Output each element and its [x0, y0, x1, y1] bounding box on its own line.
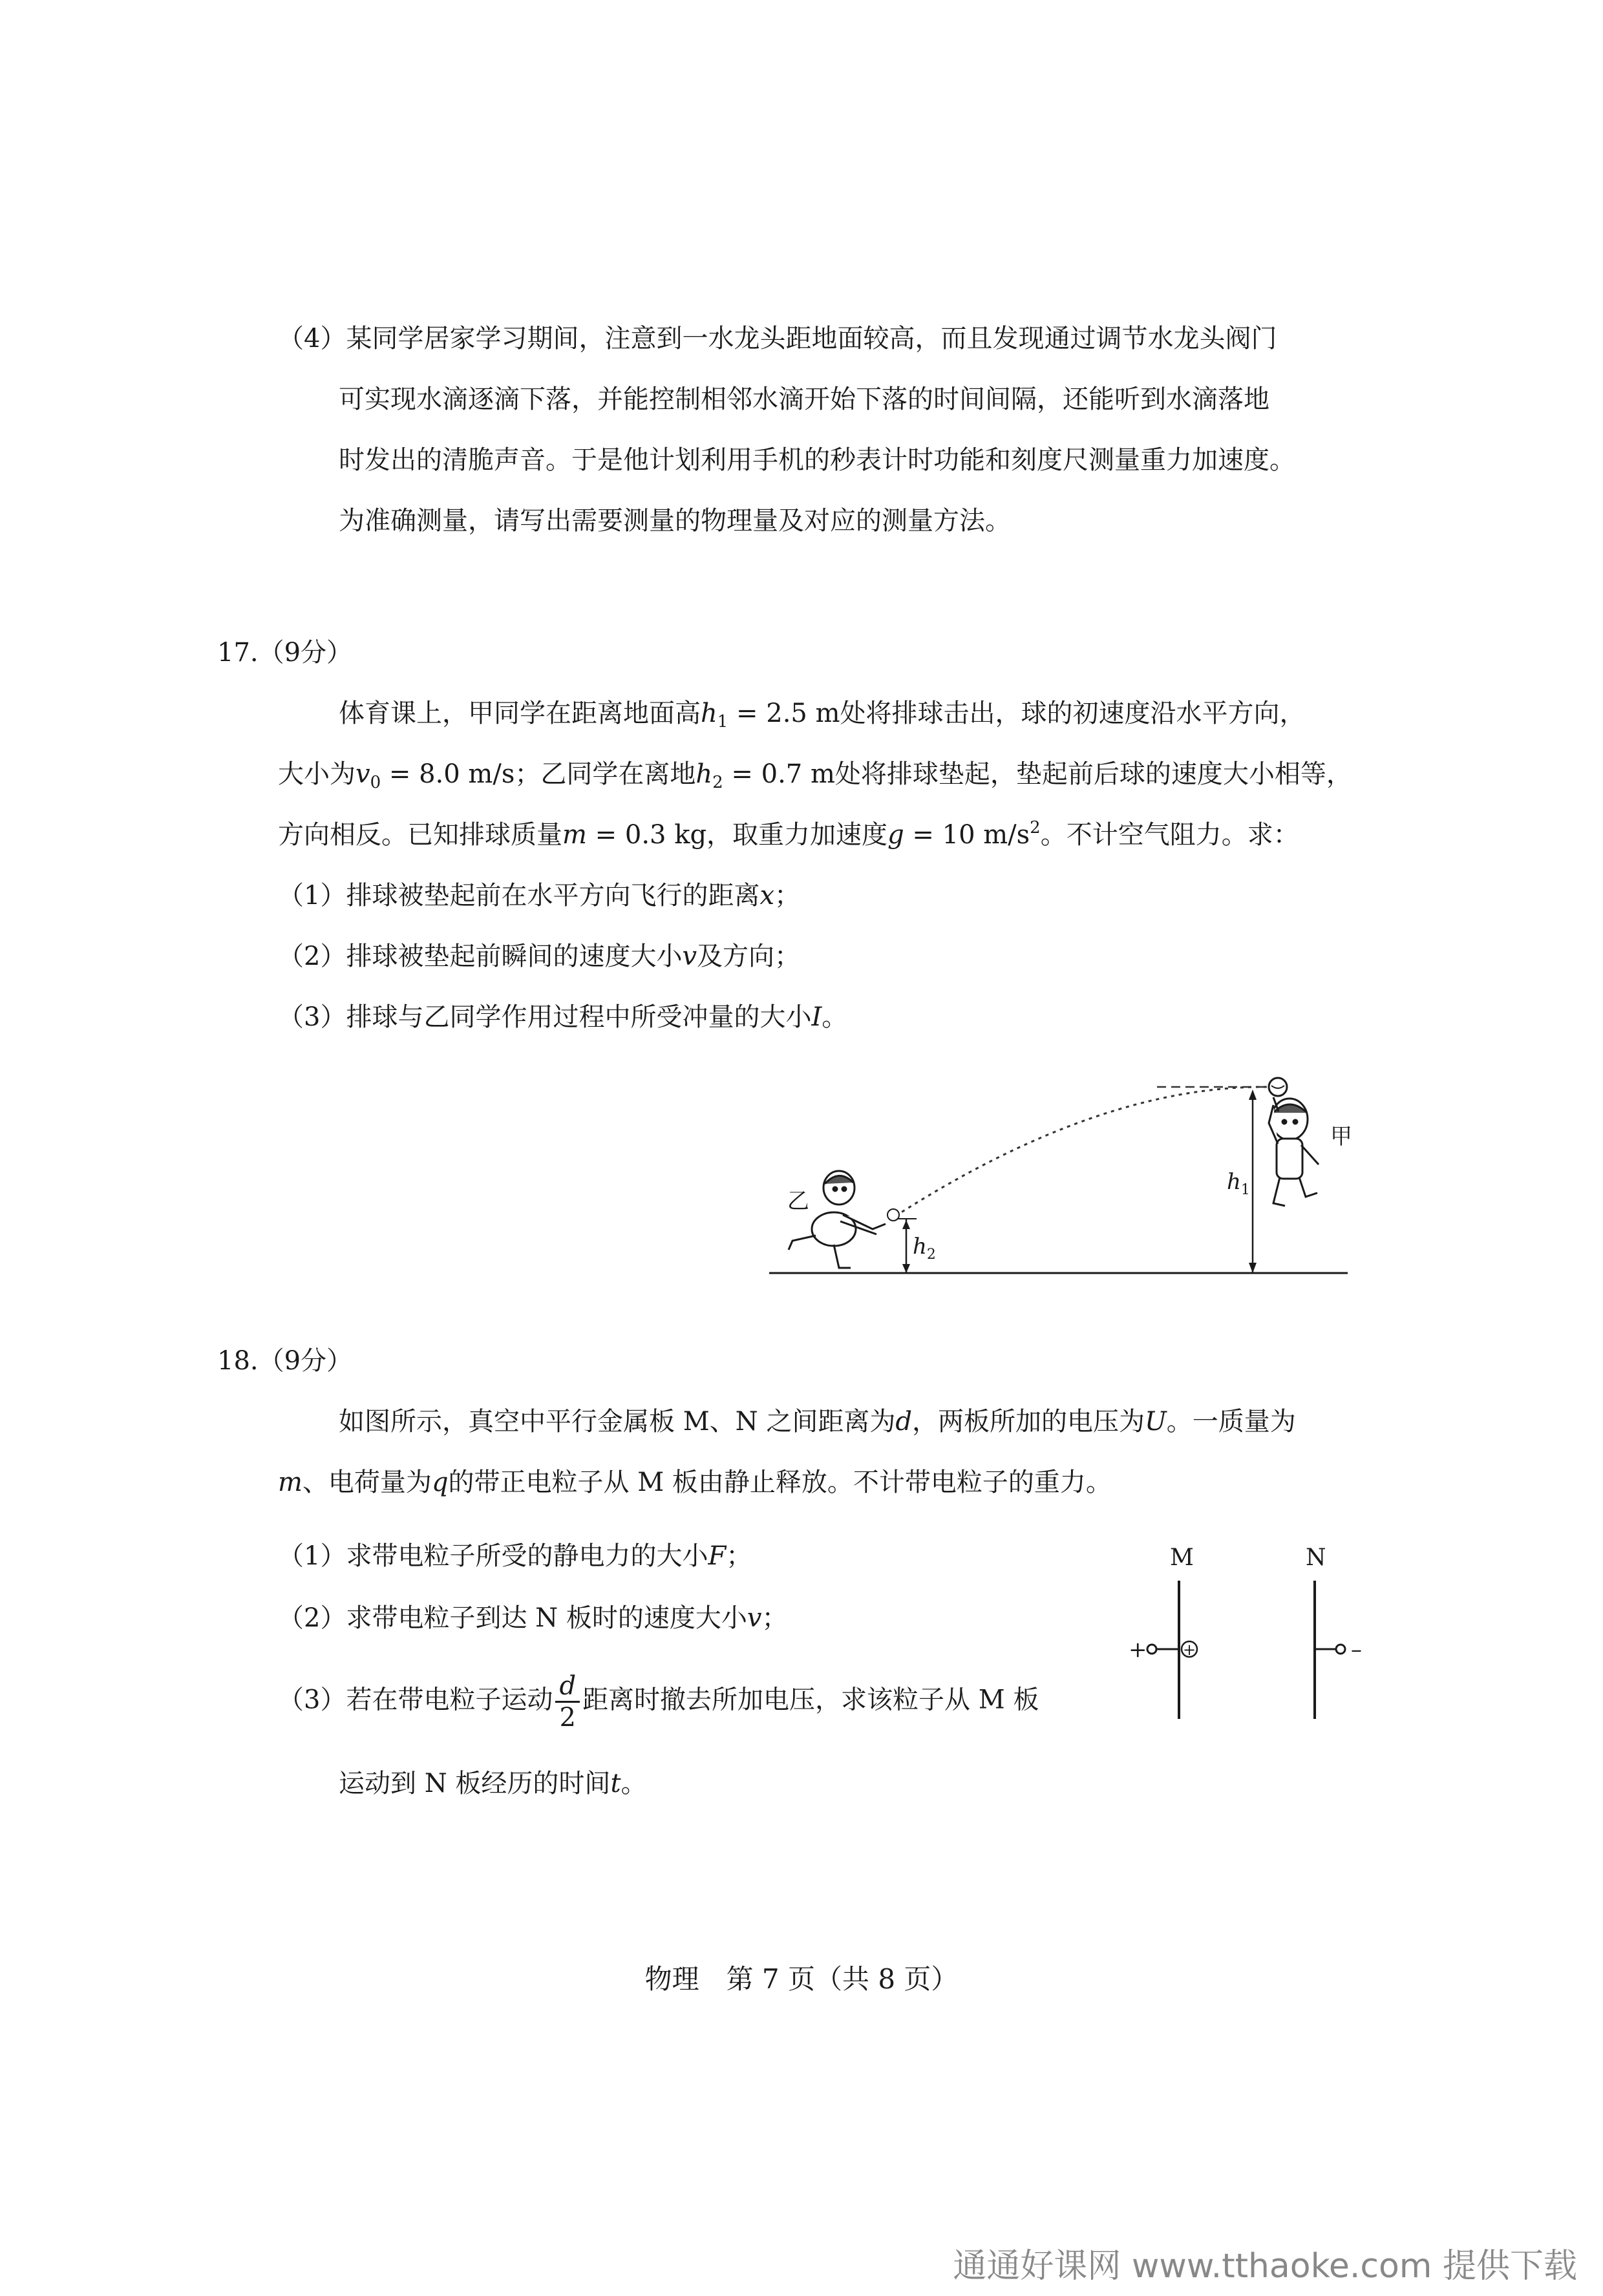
svg-text:+: + — [1183, 1641, 1196, 1659]
student-yi-icon — [789, 1171, 886, 1268]
watermark: 通通好课网 www.tthaoke.com 提供下载 — [953, 2247, 1577, 2286]
student-jia-label: 甲 — [1330, 1124, 1352, 1150]
negative-terminal-label: – — [1351, 1637, 1362, 1663]
q16-part4-line2: 可实现水滴逐滴下落，并能控制相邻水滴开始下落的时间间隔，还能听到水滴落地 — [339, 384, 1269, 414]
positive-terminal-label: + — [1129, 1637, 1147, 1663]
terminal-n — [1336, 1645, 1345, 1654]
q18-para-line2: m、电荷量为q的带正电粒子从 M 板由静止释放。不计带电粒子的重力。 — [278, 1468, 1112, 1497]
q17-para-line1: 体育课上，甲同学在距离地面高$h_1 = 2.5$ m处将排球击出，球的初速度沿水平方向， — [339, 699, 1306, 732]
parallel-plates-figure — [1112, 1538, 1383, 1725]
q16-part4-line4: 为准确测量，请写出需要测量的物理量及对应的测量方法。 — [339, 506, 1011, 536]
q17-subq1: （1）排球被垫起前在水平方向飞行的距离x； — [278, 881, 801, 911]
volleyball-icon — [1269, 1078, 1287, 1096]
q17-subq3: （3）排球与乙同学作用过程中所受冲量的大小I。 — [278, 1002, 848, 1032]
q17-para-line2: 大小为$v_0 = 8.0$ m/s；乙同学在离地$h_2 = 0.7$ m处将排球垫起，垫起前后球的速度大小相等， — [278, 759, 1352, 792]
q17-heading: 17.（9分） — [217, 638, 353, 668]
h1-label: $h_1$ — [1227, 1169, 1250, 1198]
page-footer: 物理 第 7 页（共 8 页） — [644, 1963, 959, 1995]
h2-label: $h_2$ — [913, 1234, 936, 1263]
student-yi-label: 乙 — [787, 1188, 809, 1214]
volleyball-figure — [763, 1060, 1357, 1292]
q18-subq1: （1）求带电粒子所受的静电力的大小F； — [278, 1541, 752, 1571]
ball-trajectory — [895, 1087, 1267, 1216]
q18-subq3-cont: 运动到 N 板经历的时间t。 — [339, 1769, 647, 1798]
terminal-m — [1147, 1645, 1156, 1654]
q16-part4-line1: （4）某同学居家学习期间，注意到一水龙头距地面较高，而且发现通过调节水龙头阀门 — [278, 324, 1277, 353]
q18-subq3: （3）若在带电粒子运动 $\frac{d}{2}$ 距离时撤去所加电压，求该粒子从 M 板 — [278, 1671, 1039, 1733]
q17-para-line3: 方向相反。已知排球质量m = 0.3 kg，取重力加速度g = 10 $m/s^2$。不计空气阻力。求： — [278, 818, 1299, 850]
fraction-d-over-2: $\frac{d}{2}$ — [555, 1671, 580, 1733]
q18-para-line1: 如图所示，真空中平行金属板 M、N 之间距离为d，两板所加的电压为U。一质量为 — [339, 1407, 1296, 1437]
q17-subq2: （2）排球被垫起前瞬间的速度大小v及方向； — [278, 942, 801, 971]
q18-subq2: （2）求带电粒子到达 N 板时的速度大小v； — [278, 1603, 788, 1633]
plate-n-label: N — [1306, 1544, 1326, 1571]
q16-part4-line3: 时发出的清脆声音。于是他计划利用手机的秒表计时功能和刻度尺测量重力加速度。 — [339, 445, 1295, 475]
student-jia-icon — [1269, 1097, 1319, 1206]
q18-heading: 18.（9分） — [217, 1346, 353, 1376]
plate-m-label: M — [1170, 1544, 1194, 1571]
